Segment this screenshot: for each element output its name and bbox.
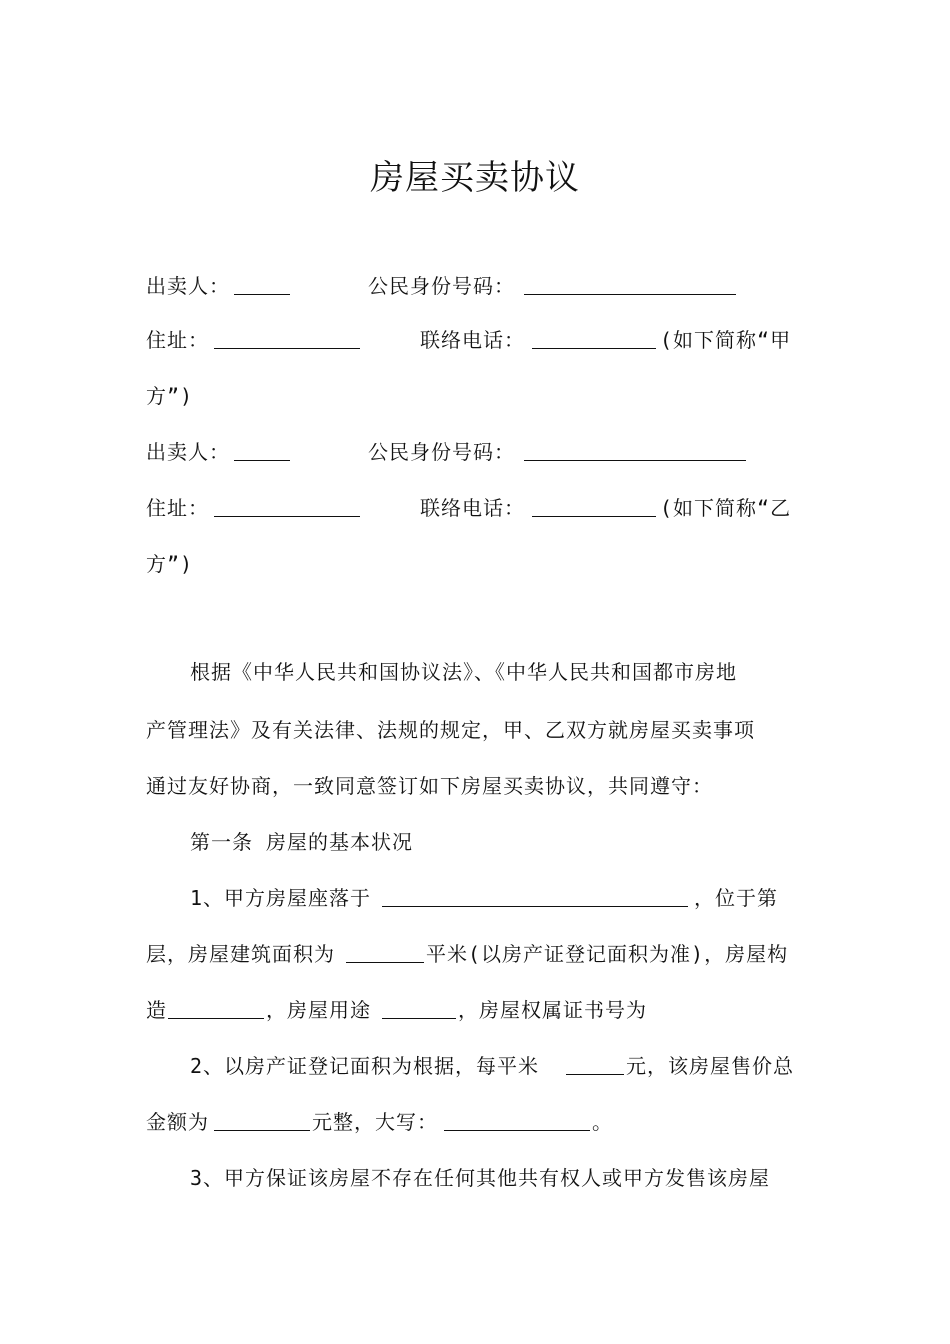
seller-name-blank[interactable] — [234, 274, 290, 295]
id2-label: 公民身份号码： — [368, 440, 515, 464]
preamble-line-3: 通过友好协商，一致同意签订如下房屋买卖协议，共同遵守： — [146, 774, 713, 798]
clause1-text-g: ，房屋权属证书号为 — [458, 998, 647, 1022]
clause1-text-a: 1、甲方房屋座落于 — [190, 886, 372, 910]
yi-suffix-end: 方”) — [146, 552, 194, 576]
seller-label: 出卖人： — [146, 274, 230, 298]
yi-suffix: (如下简称“乙 — [660, 496, 792, 520]
id-number-blank[interactable] — [524, 274, 736, 295]
unit-price-blank[interactable] — [566, 1054, 624, 1075]
structure-blank[interactable] — [168, 998, 264, 1019]
jia-suffix-end: 方”) — [146, 384, 194, 408]
location-blank[interactable] — [382, 886, 688, 907]
address2-label: 住址： — [146, 496, 209, 520]
article1-heading: 第一条 房屋的基本状况 — [190, 830, 414, 854]
phone-blank[interactable] — [532, 328, 656, 349]
clause1-text-e: 造 — [146, 998, 167, 1022]
clause1-text-c: 层，房屋建筑面积为 — [146, 942, 335, 966]
phone2-label: 联络电话： — [420, 496, 525, 520]
preamble-line-2: 产管理法》及有关法律、法规的规定，甲、乙双方就房屋买卖事项 — [146, 718, 755, 742]
id2-number-blank[interactable] — [524, 440, 746, 461]
clause2-text-e: 。 — [592, 1110, 613, 1134]
phone-label: 联络电话： — [420, 328, 525, 352]
id-label: 公民身份号码： — [368, 274, 515, 298]
seller2-label: 出卖人： — [146, 440, 230, 464]
clause2-text-d: 元整，大写： — [312, 1110, 438, 1134]
phone2-blank[interactable] — [532, 496, 656, 517]
clause2-text-b: 元，该房屋售价总 — [626, 1054, 794, 1078]
address-label: 住址： — [146, 328, 209, 352]
preamble-line-1: 根据《中华人民共和国协议法》、《中华人民共和国都市房地 — [190, 660, 737, 684]
clause1-text-d: 平米(以房产证登记面积为准)，房屋构 — [426, 942, 789, 966]
document-title: 房屋买卖协议 — [370, 158, 580, 198]
amount-words-blank[interactable] — [444, 1110, 590, 1131]
clause1-text-b: ，位于第 — [694, 886, 778, 910]
address-blank[interactable] — [214, 328, 360, 349]
area-blank[interactable] — [346, 942, 424, 963]
total-amount-blank[interactable] — [214, 1110, 310, 1131]
clause2-text-c: 金额为 — [146, 1110, 209, 1134]
clause2-text-a: 2、以房产证登记面积为根据，每平米 — [190, 1054, 540, 1078]
clause3-text-a: 3、甲方保证该房屋不存在任何其他共有权人或甲方发售该房屋 — [190, 1166, 771, 1190]
seller2-name-blank[interactable] — [234, 440, 290, 461]
clause1-text-f: ，房屋用途 — [266, 998, 371, 1022]
usage-blank[interactable] — [382, 998, 456, 1019]
jia-suffix: (如下简称“甲 — [660, 328, 792, 352]
address2-blank[interactable] — [214, 496, 360, 517]
